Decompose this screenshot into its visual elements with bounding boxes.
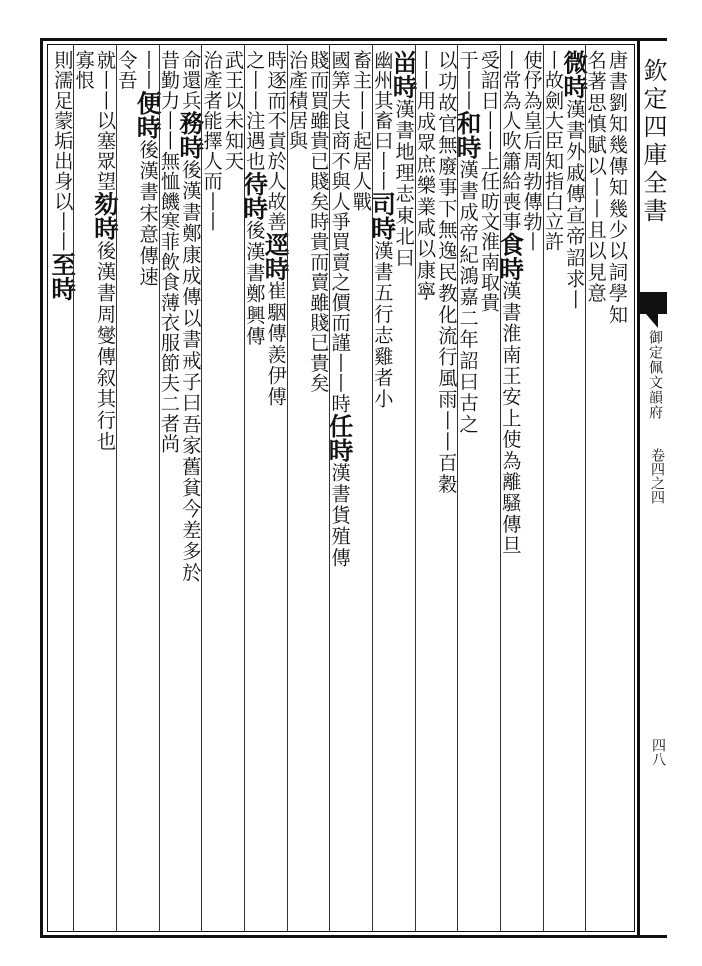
text-column [585, 50, 606, 920]
text-column [201, 50, 222, 920]
text-column [240, 50, 270, 920]
column-text-lead: 國筭夫良商不與人爭買賣之價而謹丨丨時 [328, 50, 352, 414]
column-text-lead: 武王以未知天 [221, 50, 245, 172]
column-text-lead: 治產積居與 [285, 50, 309, 151]
column-text-lead: 畜主丨丨起居人戰 [349, 50, 373, 212]
column-text-lead: 受詔日丨丨上任昉文淮南取貴 [477, 50, 501, 313]
column-text: 用成眾庶樂業咸以康寧 [413, 90, 437, 303]
column-text-lead: 時逐而不責於人故善 [264, 50, 288, 232]
column-text-lead: 令吾 [115, 50, 139, 91]
column-text: 漢書貨殖傳 [328, 462, 352, 569]
column-text-lead: 賤而買雖貴已賤矣時貴而賣雖賤已貴矣 [307, 50, 331, 394]
entry-headword: 食時 [496, 231, 526, 281]
entry-headword: 劾時 [90, 191, 120, 241]
column-text-lead: 昔勤力丨丨無恤饑寒菲飲食薄衣服節夫二者尚 [157, 50, 181, 454]
column-text: 漢書成帝紀鴻嘉二年詔曰古之 [456, 159, 480, 436]
entry-headword: 逕時 [261, 231, 291, 281]
text-column [308, 50, 329, 920]
column-text: 名著思慎賦以丨丨且以見意 [584, 50, 608, 305]
text-column [325, 50, 355, 920]
column-rule [500, 44, 501, 932]
text-column [159, 50, 180, 920]
text-column [560, 50, 590, 920]
text-column [133, 50, 163, 920]
column-rule [543, 44, 544, 932]
text-column [543, 50, 564, 920]
text-column [368, 50, 398, 920]
column-text-lead: 使伃為皇后周勃傳勃丨 [520, 50, 544, 252]
column-rule [201, 44, 202, 932]
column-rule [372, 44, 373, 932]
entry-headword: 便時 [133, 90, 163, 140]
entry-headword: 和時 [453, 110, 483, 160]
page-number: 四八 [650, 738, 666, 766]
text-column [521, 50, 542, 920]
column-rule [244, 44, 245, 932]
text-column [351, 50, 372, 920]
column-text: 後漢書鄭康成傳以書戒子曰吾家舊貧今差多於 [179, 159, 203, 584]
book-title: 欽定四庫全書 [639, 58, 667, 226]
text-column [48, 50, 78, 920]
column-text: 漢書淮南王安上使為離騷傳旦 [499, 280, 523, 557]
column-rule [585, 44, 586, 932]
column-text: 後漢書鄭興傳 [243, 220, 267, 348]
text-column [116, 50, 137, 920]
column-rule [159, 44, 160, 932]
column-text: 後漢書周燮傳叙其行也 [93, 240, 117, 453]
entry-headword: 待時 [240, 171, 270, 221]
column-text-lead: 于丨丨 [456, 50, 480, 111]
text-column [223, 50, 244, 920]
column-rule [415, 44, 416, 932]
column-text-lead: 丨故劍大臣知指白立許 [541, 50, 565, 252]
entry-headword: 司時 [368, 191, 398, 241]
column-text: 以功故官無廢事下無逸民教化流行風雨丨丨百穀 [435, 50, 459, 496]
text-column [287, 50, 308, 920]
column-text-lead: 丨丨 [413, 50, 437, 91]
column-text: 後漢書宋意傳速 [136, 139, 160, 288]
column-text: 漢書地理志東北曰 [392, 99, 416, 269]
column-rule [457, 44, 458, 932]
text-column [496, 50, 526, 920]
column-rule [287, 44, 288, 932]
column-text-lead: 幽州其畜曰丨丨 [371, 50, 395, 192]
text-column [607, 50, 628, 920]
column-text-lead: 丨丨 [136, 50, 160, 91]
entry-headword: 畄時 [389, 50, 419, 99]
column-text-lead: 寡恨 [72, 50, 96, 91]
column-text-lead: 之丨丨注遇也 [243, 50, 267, 172]
column-text-lead: 命還兵 [179, 50, 203, 111]
column-rule [329, 44, 330, 932]
text-column [415, 50, 436, 920]
text-column [90, 50, 120, 920]
text-column [73, 50, 94, 920]
text-column [176, 50, 206, 920]
column-text-lead: 則濡足蒙垢出身以丨丨 [51, 50, 75, 252]
fish-tail-mark [637, 292, 667, 314]
entry-headword: 微時 [560, 50, 590, 99]
column-rule [73, 44, 74, 932]
column-text: 漢書五行志雞者小 [371, 240, 395, 411]
column-text: 唐書劉知幾傳知幾少以詞學知 [605, 50, 629, 326]
column-text: 崔駰傳羨伊傅 [264, 280, 288, 409]
text-column [453, 50, 483, 920]
text-column [479, 50, 500, 920]
chapter-title: 御定佩文韻府 [647, 330, 663, 420]
column-text-lead: 治產者能擇人而丨丨 [200, 50, 224, 232]
column-text-lead: 丨常為人吹簫給喪事 [499, 50, 523, 232]
text-column [389, 50, 419, 920]
column-rule [116, 44, 117, 932]
column-text: 漢書外戚傳宣帝詔求丨 [563, 99, 587, 311]
entry-headword: 務時 [176, 110, 206, 160]
entry-headword: 任時 [325, 413, 355, 463]
entry-headword: 至時 [48, 252, 78, 301]
text-column [436, 50, 457, 920]
volume-label: 卷四之四 [649, 448, 665, 504]
fish-tail-notch [646, 314, 658, 328]
column-text-lead: 就丨丨以塞眾望 [93, 50, 117, 192]
